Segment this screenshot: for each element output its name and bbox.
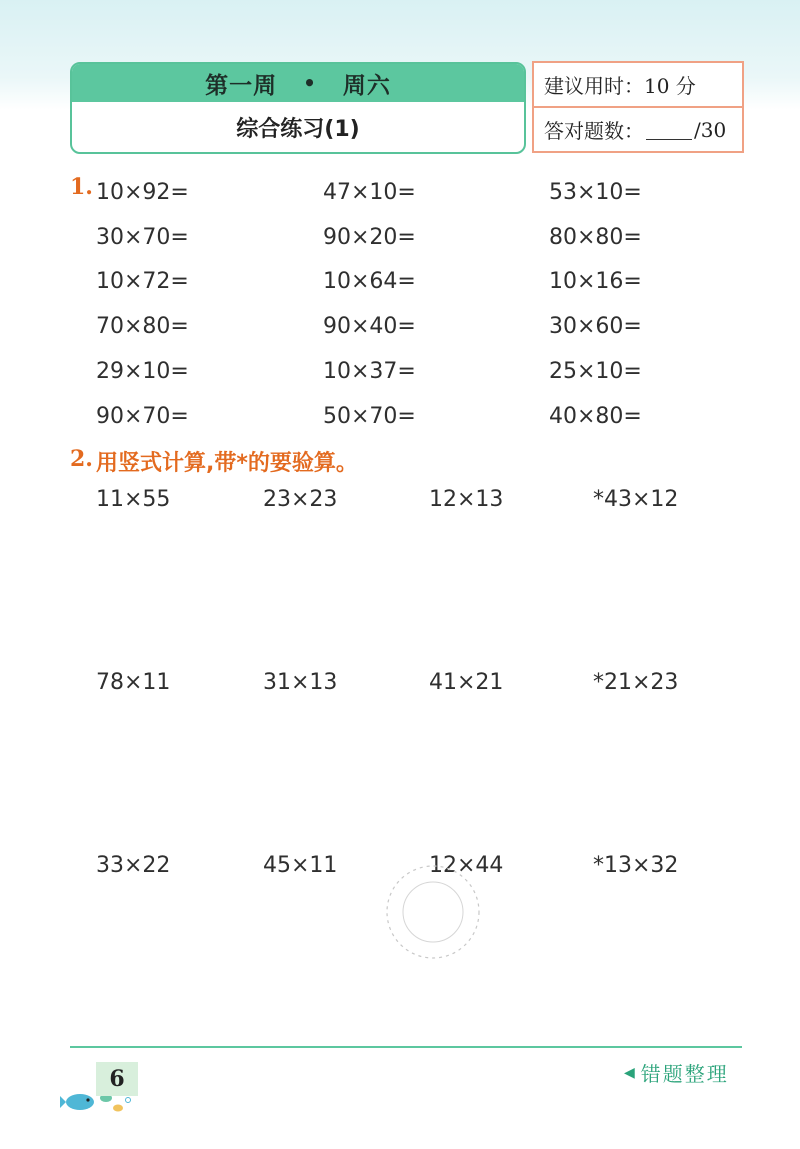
separator-dot: • — [303, 71, 317, 95]
calc-row — [96, 394, 736, 439]
footer-divider — [70, 1046, 742, 1048]
oral-calc-grid — [96, 170, 736, 439]
vcalc-item: 78×11 — [96, 670, 171, 695]
calc-row — [96, 349, 736, 394]
question-2-number: 2. — [70, 446, 93, 472]
day-label: 周六 — [342, 72, 391, 99]
vcalc-item: 41×21 — [429, 670, 504, 695]
triangle-left-icon: ◀ — [624, 1064, 637, 1081]
calc-item: 70×80= — [96, 314, 189, 340]
score-row — [534, 106, 742, 151]
vcalc-item: 33×22 — [96, 853, 171, 878]
calc-item: 90×40= — [323, 314, 416, 340]
calc-row — [96, 215, 736, 260]
vcalc-item: *21×23 — [593, 670, 679, 695]
calc-row — [96, 170, 736, 215]
calc-item: 10×72= — [96, 269, 189, 295]
vcalc-item: *13×32 — [593, 853, 679, 878]
calc-item: 90×20= — [323, 224, 416, 250]
score-blank[interactable] — [646, 119, 692, 140]
calc-item: 10×16= — [549, 269, 642, 295]
calc-row — [96, 260, 736, 305]
vcalc-item: *43×12 — [593, 487, 679, 512]
week-day-bar — [72, 64, 524, 102]
calc-item: 53×10= — [549, 179, 642, 205]
calc-item: 30×60= — [549, 314, 642, 340]
page-title: 综合练习(1) — [236, 116, 360, 142]
time-score-box — [532, 61, 744, 153]
vcalc-item: 45×11 — [263, 853, 338, 878]
question-2-instruction: 用竖式计算,带*的要验算。 — [96, 451, 358, 476]
vcalc-row — [96, 487, 736, 670]
vcalc-item: 23×23 — [263, 487, 338, 512]
calc-item: 47×10= — [323, 179, 416, 205]
vcalc-item: 12×13 — [429, 487, 504, 512]
errata-label: 错题整理 — [640, 1062, 729, 1086]
calc-row — [96, 304, 736, 349]
calc-item: 80×80= — [549, 224, 642, 250]
question-1-number: 1. — [70, 174, 93, 200]
lesson-header-card — [70, 62, 526, 154]
week-label: 第一周 — [205, 72, 278, 99]
suggested-time: 建议用时：10 分 — [544, 74, 696, 98]
calc-item: 30×70= — [96, 224, 189, 250]
calc-item: 29×10= — [96, 359, 189, 385]
watermark-stamp — [358, 852, 508, 972]
errata-link[interactable] — [624, 1058, 729, 1087]
page-number: 6 — [96, 1062, 138, 1096]
vcalc-row — [96, 670, 736, 853]
calc-item: 50×70= — [323, 403, 416, 429]
calc-item: 40×80= — [549, 403, 642, 429]
correct-total: /30 — [694, 117, 727, 142]
calc-item: 10×64= — [323, 269, 416, 295]
calc-item: 25×10= — [549, 359, 642, 385]
calc-item: 10×37= — [323, 359, 416, 385]
calc-item: 90×70= — [96, 403, 189, 429]
calc-item: 10×92= — [96, 179, 189, 205]
vcalc-item: 11×55 — [96, 487, 171, 512]
correct-count-label: 答对题数： — [544, 119, 644, 143]
vcalc-item: 12×44 — [429, 853, 504, 878]
vcalc-item: 31×13 — [263, 670, 338, 695]
